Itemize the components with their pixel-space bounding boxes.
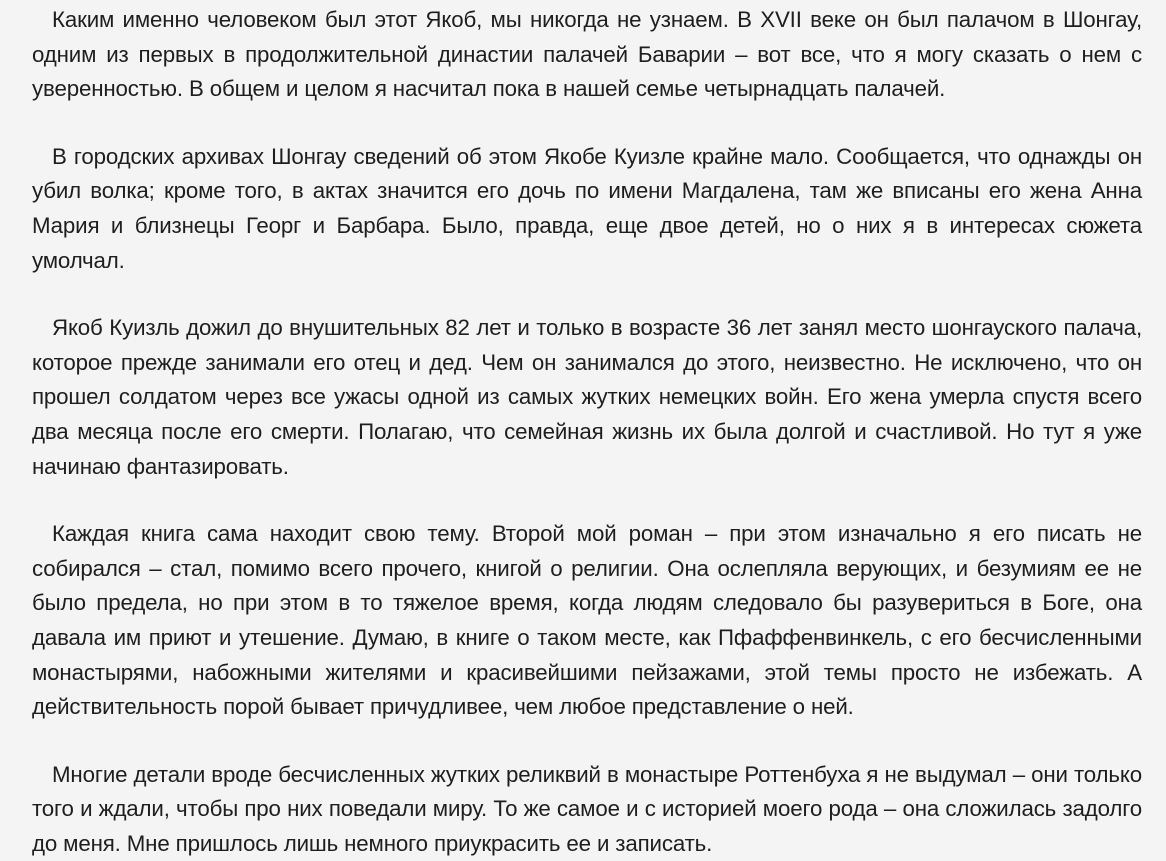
paragraph-2: В городских архивах Шонгау сведений об этом Якобе Куизле крайне мало. Сообщается, что однажды он убил волка; кроме того, в актах значится его дочь по имени Магдалена, там же вписаны его жена Анна Мария и близнецы Георг и Барбара. Было, правда, еще двое детей, но о них я в интересах сюжета умолчал. [32, 143, 1142, 273]
paragraph-4: Каждая книга сама находит свою тему. Второй мой роман – при этом изначально я его писать не собирался – стал, помимо всего прочего, книгой о религии. Она ослепляла верующих, и безумиям ее не было предела, но при этом в то тяжелое время, когда людям следовало бы разувериться в Боге, она давала им приют и утешение. Думаю, в книге о таком месте, как Пфаффенвинкель, с его бесчисленными монастырями, набожными жителями и красивейшими пейзажами, этой темы просто не избежать. А действительность порой бывает причудливее, чем любое представление о ней. [32, 521, 1142, 720]
paragraph-5: Многие детали вроде бесчисленных жутких реликвий в монастыре Роттенбуха я не выдумал – они только того и ждали, чтобы про них поведали миру. То же самое и с историей моего рода – она сложилась задолго до меня. Мне пришлось лишь немного приукрасить ее и записать. [32, 761, 1142, 856]
paragraph-3: Якоб Куизль дожил до внушительных 82 лет и только в возрасте 36 лет занял место шонгауского палача, которое прежде занимали его отец и дед. Чем он занимался до этого, неизвестно. Не исключено, что он прошел солдатом через все ужасы одной из самых жутких немецких войн. Его жена умерла спустя всего два месяца после его смерти. Полагаю, что семейная жизнь их была долгой и счастливой. Но тут я уже начинаю фантазировать. [32, 315, 1142, 479]
paragraph-1: Каким именно человеком был этот Якоб, мы никогда не узнаем. В XVII веке он был палачом в Шонгау, одним из первых в продолжительной династии палачей Баварии – вот все, что я могу сказать о нем с уверенностью. В общем и целом я насчитал пока в нашей семье четырнадцать палачей. [32, 7, 1142, 102]
